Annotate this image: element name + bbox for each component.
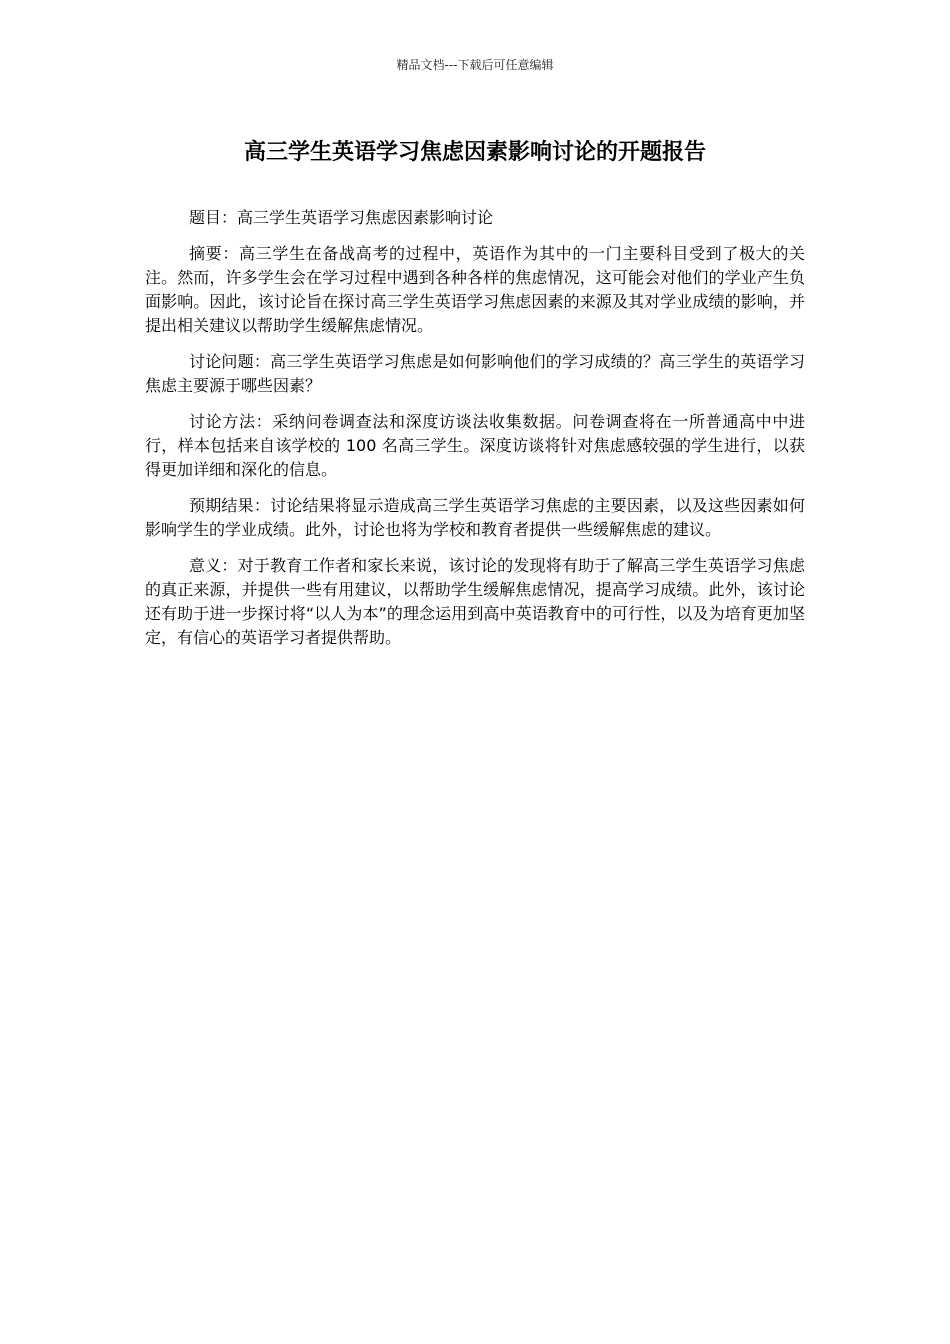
paragraph-topic: 题目：高三学生英语学习焦虑因素影响讨论 (189, 208, 494, 227)
paragraph-methods: 讨论方法：采纳问卷调查法和深度访谈法收集数据。问卷调查将在一所普通高中中进行，样本包括来自该学校的 100 名高三学生。深度访谈将针对焦虑感较强的学生进行，以获得更加详细和深化的信息。 (145, 412, 805, 479)
document-body (145, 206, 805, 662)
paragraph-questions: 讨论问题：高三学生英语学习焦虑是如何影响他们的学习成绩的？高三学生的英语学习焦虑主要源于哪些因素？ (145, 352, 805, 395)
header-watermark: 精品文档---下载后可任意编辑 (396, 58, 554, 72)
paragraph-expected-results: 预期结果：讨论结果将显示造成高三学生英语学习焦虑的主要因素，以及这些因素如何影响学生的学业成绩。此外，讨论也将为学校和教育者提供一些缓解焦虑的建议。 (145, 496, 805, 539)
document-title: 高三学生英语学习焦虑因素影响讨论的开题报告 (243, 140, 706, 165)
paragraph-abstract: 摘要：高三学生在备战高考的过程中，英语作为其中的一门主要科目受到了极大的关注。然而，许多学生会在学习过程中遇到各种各样的焦虑情况，这可能会对他们的学业产生负面影响。因此，该讨论旨在探讨高三学生英语学习焦虑因素的来源及其对学业成绩的影响，并提出相关建议以帮助学生缓解焦虑情况。 (145, 244, 805, 335)
paragraph-significance: 意义：对于教育工作者和家长来说，该讨论的发现将有助于了解高三学生英语学习焦虑的真正来源，并提供一些有用建议，以帮助学生缓解焦虑情况，提高学习成绩。此外，该讨论还有助于进一步探讨将“以人为本”的理念运用到高中英语教育中的可行性，以及为培育更加坚定，有信心的英语学习者提供帮助。 (145, 556, 805, 647)
